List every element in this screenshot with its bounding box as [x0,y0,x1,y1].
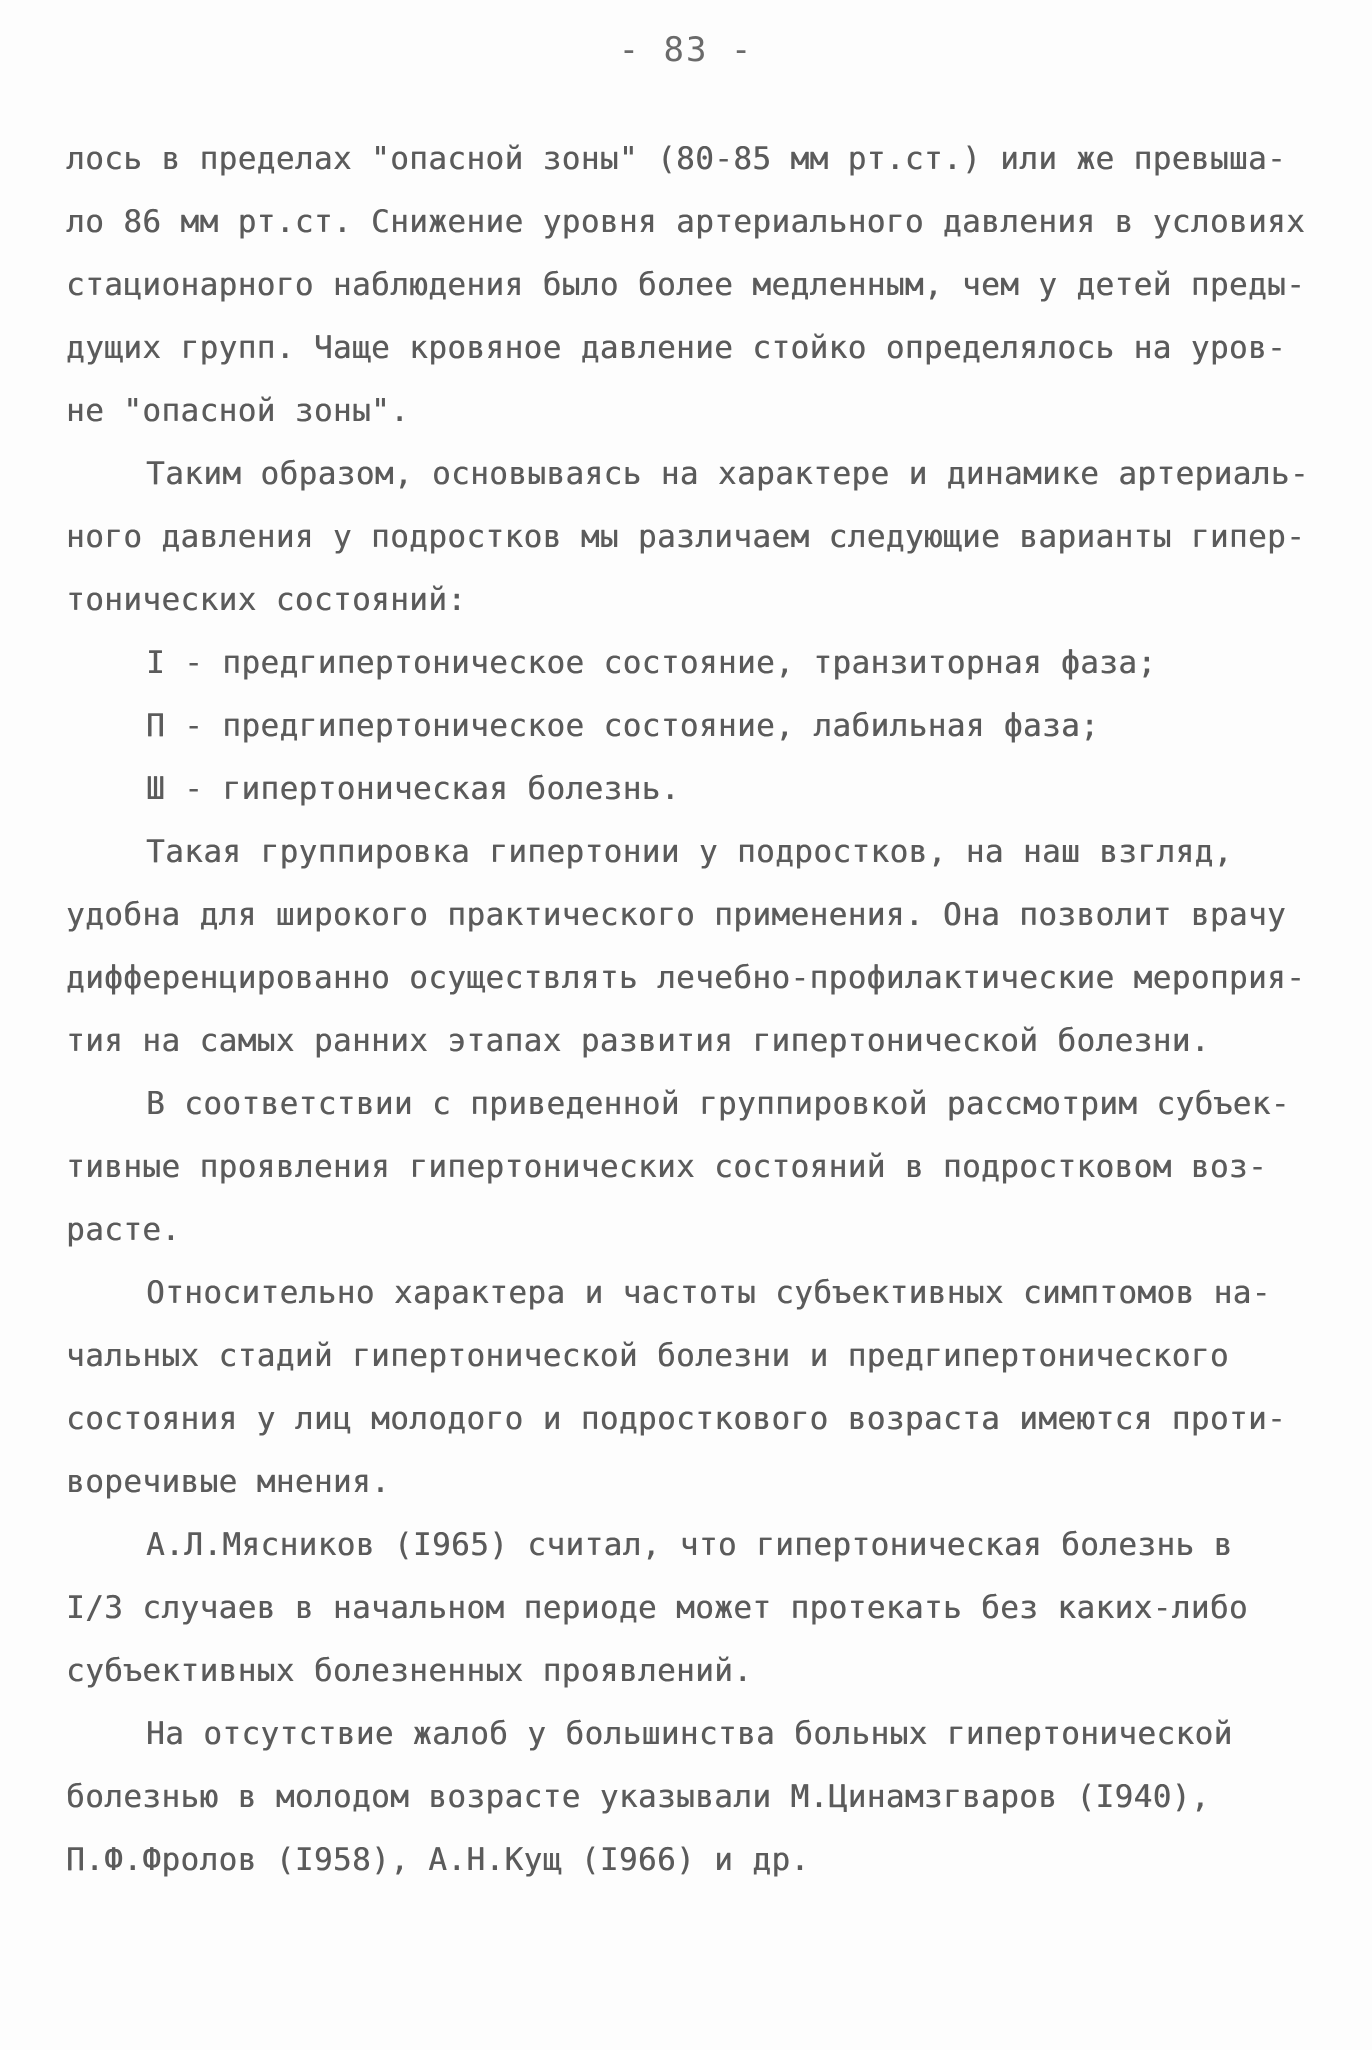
list-item: I - предгипертоническое состояние, транзиторная фаза; [146,645,1157,681]
text-line: не "опасной зоны". [66,393,410,429]
text-line: удобна для широкого практического применения. Она позволит врачу [66,897,1287,933]
list-item: Ш - гипертоническая болезнь. [146,771,680,807]
text-line: тия на самых ранних этапах развития гипертонической болезни. [66,1023,1210,1059]
text-line: В соответствии с приведенной группировкой рассмотрим субъек- [146,1086,1290,1122]
body-text [66,128,1336,1892]
text-line: Таким образом, основываясь на характере и динамике артериаль- [146,456,1309,492]
text-line: П.Ф.Фролов (I958), А.Н.Кущ (I966) и др. [66,1842,810,1878]
text-line: На отсутствие жалоб у большинства больных гипертонической [146,1716,1233,1752]
text-line: дифференцированно осуществлять лечебно-профилактические мероприя- [66,960,1306,996]
list-item: П - предгипертоническое состояние, лабильная фаза; [146,708,1100,744]
text-line: стационарного наблюдения было более медленным, чем у детей преды- [66,267,1306,303]
text-line: ло 86 мм рт.ст. Снижение уровня артериального давления в условиях [66,204,1306,240]
text-line: расте. [66,1212,181,1248]
text-line: ного давления у подростков мы различаем следующие варианты гипер- [66,519,1306,555]
text-line: болезнью в молодом возрасте указывали М.Цинамзгваров (I940), [66,1779,1210,1815]
text-line: воречивые мнения. [66,1464,391,1500]
text-line: чальных стадий гипертонической болезни и предгипертонического [66,1338,1229,1374]
text-line: А.Л.Мясников (I965) считал, что гипертоническая болезнь в [146,1527,1233,1563]
text-line: дущих групп. Чаще кровяное давление стойко определялось на уров- [66,330,1287,366]
text-line: I/3 случаев в начальном периоде может протекать без каких-либо [66,1590,1248,1626]
text-line: лось в пределах "опасной зоны" (80-85 мм рт.ст.) или же превыша- [66,141,1287,177]
text-line: тонических состояний: [66,582,467,618]
text-line: Относительно характера и частоты субъективных симптомов на- [146,1275,1271,1311]
text-line: состояния у лиц молодого и подросткового возраста имеются проти- [66,1401,1287,1437]
text-line: Такая группировка гипертонии у подростков, на наш взгляд, [146,834,1233,870]
text-line: субъективных болезненных проявлений. [66,1653,753,1689]
text-line: тивные проявления гипертонических состояний в подростковом воз- [66,1149,1268,1185]
page-number: - 83 - [618,30,754,70]
